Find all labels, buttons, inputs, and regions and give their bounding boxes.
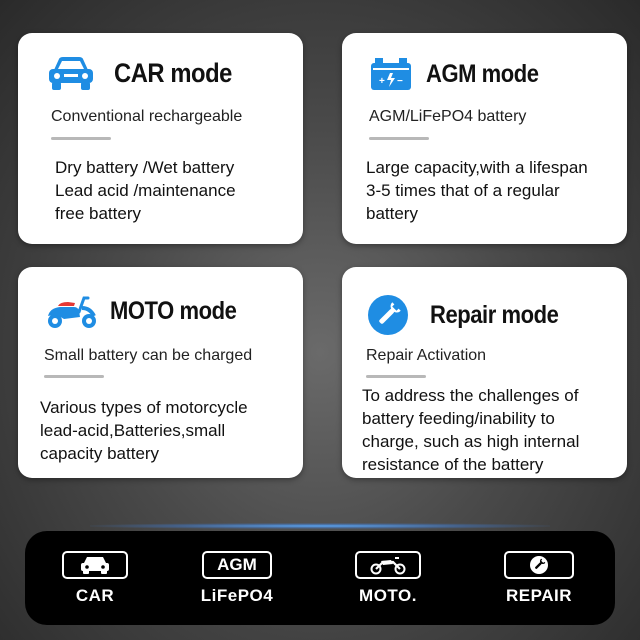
- desc-line: Large capacity,with a lifespan: [366, 158, 588, 177]
- desc-line: To address the challenges of: [362, 386, 579, 405]
- card-title: MOTO mode: [110, 296, 237, 325]
- card-agm-mode: [342, 33, 627, 244]
- desc-line: capacity battery: [40, 444, 160, 463]
- desc-line: Dry battery /Wet battery: [55, 158, 235, 177]
- card-subtitle: AGM/LiFePO4 battery: [369, 108, 527, 125]
- mode-button-moto[interactable]: [328, 551, 448, 606]
- card-subtitle: Conventional rechargeable: [51, 108, 243, 125]
- mode-label: LiFePO4: [200, 586, 274, 605]
- scooter-icon: [44, 291, 100, 331]
- desc-line: lead-acid,Batteries,small: [40, 421, 226, 440]
- card-title: Repair mode: [430, 300, 559, 329]
- card-moto-mode: [18, 267, 303, 478]
- mode-button-car[interactable]: [35, 551, 155, 606]
- mode-label: CAR: [75, 586, 115, 605]
- wrench-icon: [366, 293, 410, 337]
- glow-line: [90, 523, 550, 529]
- card-divider: [51, 137, 111, 140]
- card-subtitle: Repair Activation: [366, 347, 487, 364]
- mode-label: MOTO.: [359, 586, 417, 605]
- mode-button-repair[interactable]: [479, 551, 599, 606]
- battery-icon: [368, 55, 414, 93]
- card-divider: [44, 375, 104, 378]
- wrench-icon: [504, 551, 574, 579]
- card-title: CAR mode: [114, 57, 232, 88]
- desc-line: Lead acid /maintenance: [55, 181, 236, 200]
- desc-line: charge, such as high internal: [362, 432, 580, 451]
- desc-line: resistance of the battery: [362, 455, 544, 474]
- card-title: AGM mode: [426, 59, 539, 88]
- mode-button-agm[interactable]: [177, 551, 297, 606]
- card-subtitle: Small battery can be charged: [44, 347, 253, 364]
- desc-line: 3-5 times that of a regular: [366, 181, 560, 200]
- agm-box-text: AGM: [217, 555, 257, 574]
- card-description: [40, 396, 248, 465]
- desc-line: free battery: [55, 204, 141, 223]
- card-car-mode: [18, 33, 303, 244]
- card-divider: [369, 137, 429, 140]
- car-icon: [62, 551, 128, 579]
- motorcycle-icon: [355, 551, 421, 579]
- desc-line: battery: [366, 204, 418, 223]
- card-description: [366, 156, 588, 225]
- card-description: [55, 156, 236, 225]
- mode-label: REPAIR: [506, 586, 572, 605]
- agm-box: [202, 551, 272, 579]
- mode-bar: [25, 531, 615, 625]
- desc-line: Various types of motorcycle: [40, 398, 248, 417]
- card-description: [362, 384, 579, 476]
- desc-line: battery feeding/inability to: [362, 409, 555, 428]
- card-divider: [366, 375, 426, 378]
- svg-text:+: +: [379, 76, 385, 87]
- card-repair-mode: [342, 267, 627, 478]
- svg-text:−: −: [397, 76, 403, 87]
- car-icon: [46, 53, 96, 93]
